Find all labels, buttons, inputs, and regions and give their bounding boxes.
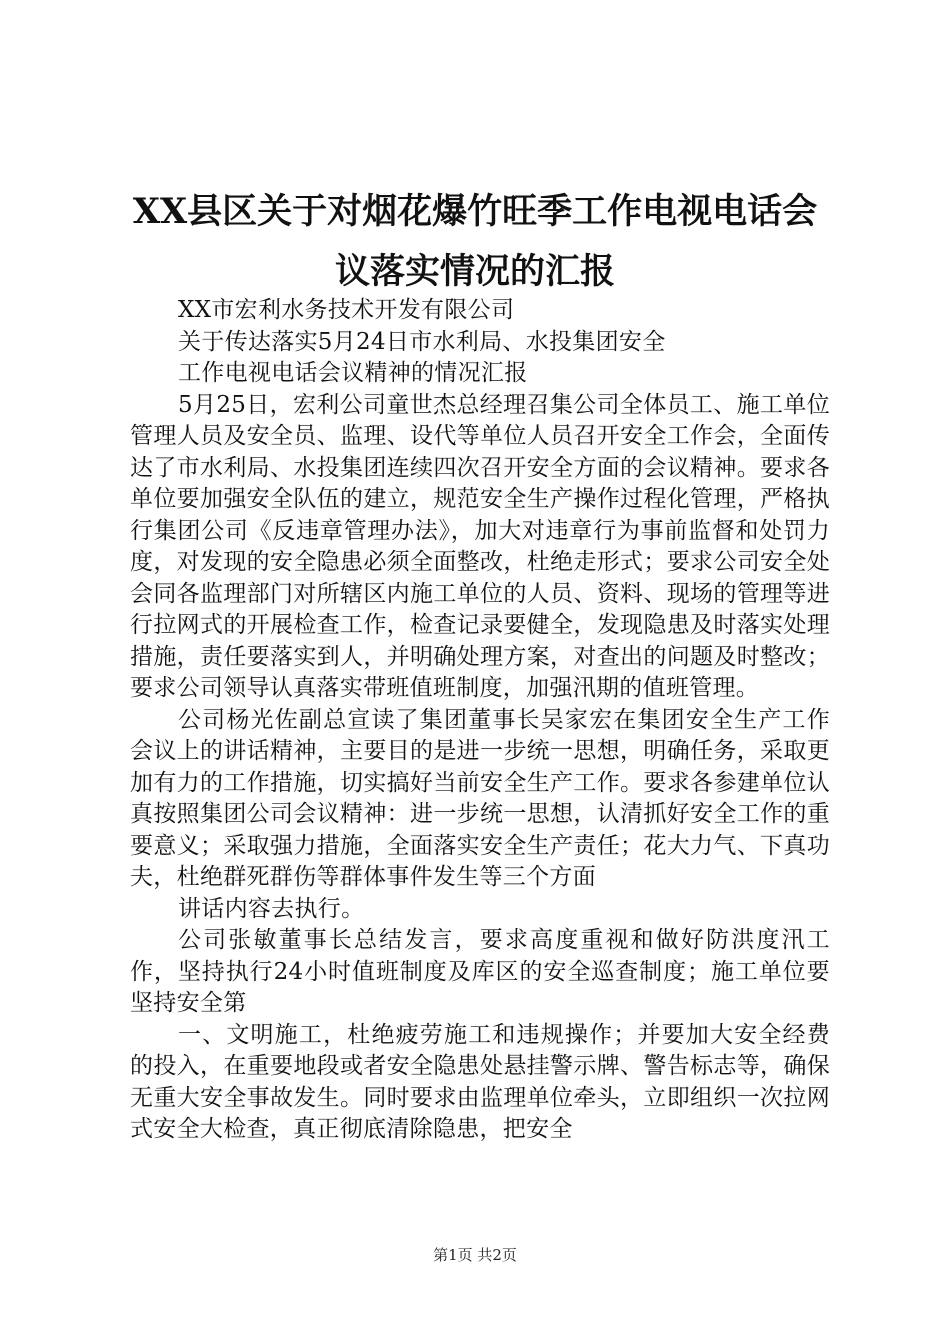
company-name: XX市宏利水务技术开发有限公司 bbox=[178, 297, 515, 323]
title-line-2: 议落实情况的汇报 bbox=[334, 251, 615, 292]
page-footer: 第1页 共2页 bbox=[433, 1246, 517, 1264]
paragraph: 一、文明施工，杜绝疲劳施工和违规操作；并要加大安全经费的投入，在重要地段或者安全隐患处悬挂警示牌、警告标志等，确保无重大安全事故发生。同时要求由监理单位牵头，立即组织一次拉网式安全大检查，真正彻底清除隐患，把安全 bbox=[130, 1021, 830, 1142]
paragraph: 5月25日，宏利公司童世杰总经理召集公司全体员工、施工单位管理人员及安全员、监理、设代等单位人员召开安全工作会，全面传达了市水利局、水投集团连续四次召开安全方面的会议精神。要求各单位要加强安全队伍的建立，规范安全生产操作过程化管理，严格执行集团公司《反违章管理办法》，加大对违章行为事前监督和处罚力度，对发现的安全隐患必须全面整改，杜绝走形式；要求公司安全处会同各监理部门对所辖区内施工单位的人员、资料、现场的管理等进行拉网式的开展检查工作，检查记录要健全，发现隐患及时落实处理措施，责任要落实到人，并明确处理方案，对查出的问题及时整改；要求公司领导认真落实带班值班制度，加强汛期的值班管理。 bbox=[130, 391, 830, 701]
subtitle-line-1: 关于传达落实5月24日市水利局、水投集团安全 bbox=[178, 328, 666, 355]
document-body bbox=[130, 295, 830, 1146]
paragraph: 公司张敏董事长总结发言，要求高度重视和做好防洪度汛工作，坚持执行24小时值班制度及库区的安全巡查制度；施工单位要坚持安全第 bbox=[130, 927, 830, 1016]
title-line-1: XX县区关于对烟花爆竹旺季工作电视电话会 bbox=[132, 191, 818, 232]
paragraph: 讲话内容去执行。 bbox=[178, 895, 365, 922]
paragraph: 公司杨光佐副总宣读了集团董事长吴家宏在集团安全生产工作会议上的讲话精神，主要目的是进一步统一思想，明确任务，采取更加有力的工作措施，切实搞好当前安全生产工作。要求各参建单位认真按照集团公司会议精神：进一步统一思想，认清抓好安全工作的重要意义；采取强力措施，全面落实安全生产责任；花大力气、下真功夫，杜绝群死群伤等群体事件发生等三个方面 bbox=[130, 706, 830, 890]
subtitle-line-2: 工作电视电话会议精神的情况汇报 bbox=[178, 360, 528, 386]
